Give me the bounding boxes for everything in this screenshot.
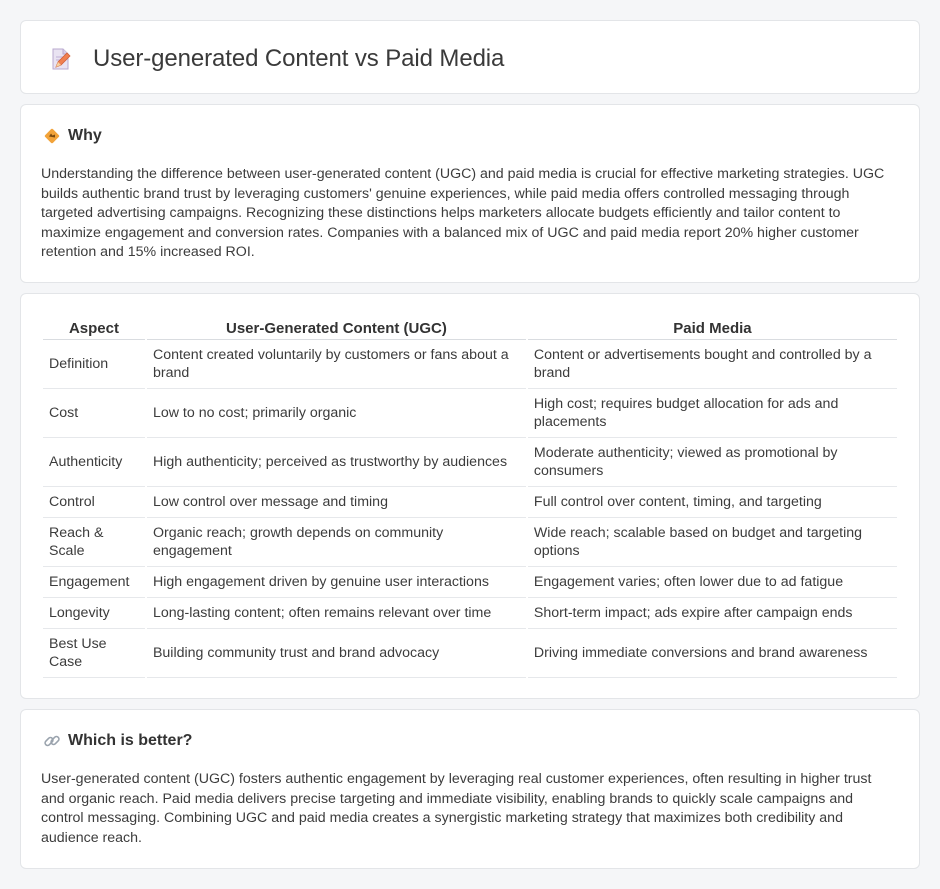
paid-media-cell: Full control over content, timing, and targeting [528, 487, 897, 518]
column-header-aspect: Aspect [43, 314, 145, 340]
paid-media-cell: Content or advertisements bought and controlled by a brand [528, 340, 897, 389]
why-card [20, 104, 920, 283]
column-header-paid-media: Paid Media [528, 314, 897, 340]
better-body: User-generated content (UGC) fosters authentic engagement by leveraging real customer experiences, often resulting in higher trust and organic reach. Paid media delivers precise targeting and immediate visibility, enabling brands to quickly scale campaigns and control messaging. Combining UGC and paid media creates a synergistic marketing strategy that maximizes both credibility and audience reach. [41, 771, 872, 846]
ugc-cell: Organic reach; growth depends on community engagement [147, 518, 526, 567]
why-body: Understanding the difference between user-generated content (UGC) and paid media is crucial for effective marketing strategies. UGC builds authentic brand trust by leveraging customers' genuine experiences, while paid media offers controlled messaging through targeted advertising campaigns. Recognizing these distinctions helps marketers allocate budgets efficiently and tailor content to maximize engagement and conversion rates. Companies with a balanced mix of UGC and paid media report 20% higher customer retention and 15% increased ROI. [41, 166, 885, 261]
document-pencil-icon [47, 46, 73, 72]
table-row [43, 340, 897, 389]
column-header-ugc: User-Generated Content (UGC) [147, 314, 526, 340]
table-row [43, 598, 897, 629]
page-title: User-generated Content vs Paid Media [93, 45, 505, 72]
why-heading: Why [68, 127, 102, 144]
table-row [43, 389, 897, 438]
table-row [43, 487, 897, 518]
paid-media-cell: Driving immediate conversions and brand awareness [528, 629, 897, 678]
table-header-row [43, 314, 897, 340]
better-header [43, 732, 192, 750]
which-better-card [20, 709, 920, 869]
title-row [47, 45, 504, 73]
aspect-cell: Authenticity [43, 438, 145, 487]
paid-media-cell: Moderate authenticity; viewed as promotional by consumers [528, 438, 897, 487]
ugc-cell: High authenticity; perceived as trustworthy by audiences [147, 438, 526, 487]
aspect-cell: Control [43, 487, 145, 518]
aspect-cell: Reach & Scale [43, 518, 145, 567]
better-heading: Which is better? [68, 732, 193, 749]
paid-media-cell: Engagement varies; often lower due to ad fatigue [528, 567, 897, 598]
ugc-cell: Long-lasting content; often remains relevant over time [147, 598, 526, 629]
aspect-cell: Best Use Case [43, 629, 145, 678]
ugc-cell: Low to no cost; primarily organic [147, 389, 526, 438]
table-row [43, 518, 897, 567]
paid-media-cell: Short-term impact; ads expire after campaign ends [528, 598, 897, 629]
diamond-warning-icon [43, 127, 61, 145]
table-row [43, 567, 897, 598]
why-header [43, 127, 102, 145]
table-row [43, 629, 897, 678]
link-icon [43, 732, 61, 750]
aspect-cell: Definition [43, 340, 145, 389]
aspect-cell: Longevity [43, 598, 145, 629]
paid-media-cell: Wide reach; scalable based on budget and targeting options [528, 518, 897, 567]
comparison-card [20, 293, 920, 699]
paid-media-cell: High cost; requires budget allocation for ads and placements [528, 389, 897, 438]
aspect-cell: Engagement [43, 567, 145, 598]
table-row [43, 438, 897, 487]
ugc-cell: Low control over message and timing [147, 487, 526, 518]
comparison-table [41, 314, 899, 678]
ugc-cell: Content created voluntarily by customers or fans about a brand [147, 340, 526, 389]
ugc-cell: High engagement driven by genuine user interactions [147, 567, 526, 598]
aspect-cell: Cost [43, 389, 145, 438]
ugc-cell: Building community trust and brand advocacy [147, 629, 526, 678]
title-card [20, 20, 920, 94]
